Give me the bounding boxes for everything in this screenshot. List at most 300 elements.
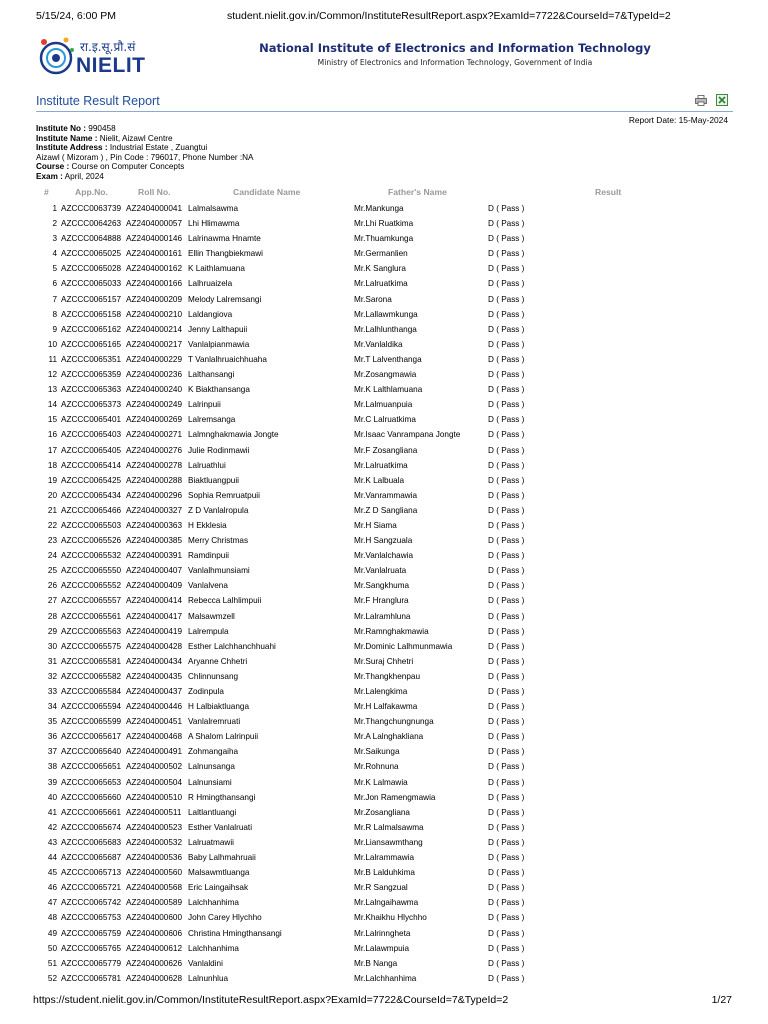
- result: D ( Pass ): [488, 868, 525, 878]
- result: D ( Pass ): [488, 928, 525, 938]
- app-no: AZCCC0065660: [61, 792, 122, 802]
- result: D ( Pass ): [488, 973, 525, 983]
- result: D ( Pass ): [488, 596, 525, 606]
- result: D ( Pass ): [488, 732, 525, 742]
- table-row: [0, 234, 768, 249]
- report-title: Institute Result Report: [36, 94, 160, 108]
- org-title: National Institute of Electronics and Information Technology: [259, 41, 651, 55]
- candidate-name: Ellin Thangbiekmawi: [188, 249, 263, 259]
- row-number: 16: [47, 430, 57, 440]
- row-number: 47: [47, 898, 57, 908]
- result: D ( Pass ): [488, 777, 525, 787]
- candidate-name: Lalmnghakmawia Jongte: [188, 430, 279, 440]
- org-subtitle: Ministry of Electronics and Information Technology, Government of India: [317, 58, 593, 67]
- father-name: Mr.H Sangzuala: [354, 536, 413, 546]
- candidate-name: Vanlalhmunsiami: [188, 566, 250, 576]
- result: D ( Pass ): [488, 656, 525, 666]
- father-name: Mr.Lalruatkima: [354, 279, 408, 289]
- result: D ( Pass ): [488, 807, 525, 817]
- candidate-name: Lalnunsiami: [188, 777, 232, 787]
- candidate-name: K Laithlamuana: [188, 264, 245, 274]
- institute-no-line: Institute No : 990458: [36, 124, 116, 133]
- app-no: AZCCC0065552: [61, 581, 122, 591]
- candidate-name: Lalremsanga: [188, 415, 236, 425]
- candidate-name: Zohmangaiha: [188, 747, 239, 757]
- father-name: Mr.Suraj Chhetri: [354, 656, 414, 666]
- report-date: Report Date: 15-May-2024: [628, 115, 728, 125]
- col-header-result: Result: [595, 187, 622, 197]
- father-name: Mr.H Siama: [354, 520, 397, 530]
- father-name: Mr.Lallawmkunga: [354, 309, 418, 319]
- roll-no: AZ2404000269: [126, 415, 182, 425]
- row-number: 35: [47, 717, 57, 727]
- app-no: AZCCC0065713: [61, 868, 122, 878]
- candidate-name: Lalrinpuii: [188, 400, 221, 410]
- result: D ( Pass ): [488, 430, 525, 440]
- candidate-name: Lalnunsanga: [188, 762, 235, 772]
- row-number: 38: [47, 762, 57, 772]
- browser-print-header: [0, 10, 768, 24]
- roll-no: AZ2404000409: [126, 581, 182, 591]
- table-row: [0, 566, 768, 581]
- roll-no: AZ2404000510: [126, 792, 182, 802]
- roll-no: AZ2404000276: [126, 445, 182, 455]
- father-name: Mr.Sarona: [354, 294, 392, 304]
- candidate-name: Vanlalremruati: [188, 717, 241, 727]
- result: D ( Pass ): [488, 505, 525, 515]
- result: D ( Pass ): [488, 687, 525, 696]
- roll-no: AZ2404000434: [126, 656, 182, 666]
- row-number: 23: [47, 536, 57, 546]
- table-row: [0, 385, 768, 400]
- table-row: [0, 747, 768, 762]
- app-no: AZCCC0065157: [61, 294, 122, 304]
- father-name: Mr.Rohnuna: [354, 762, 399, 772]
- result: D ( Pass ): [488, 370, 525, 380]
- row-number: 34: [47, 702, 57, 712]
- app-no: AZCCC0065581: [61, 656, 122, 666]
- roll-no: AZ2404000209: [126, 294, 182, 304]
- table-row: [0, 430, 768, 445]
- table-row: [0, 551, 768, 566]
- roll-no: AZ2404000236: [126, 370, 182, 380]
- row-number: 33: [47, 687, 57, 696]
- roll-no: AZ2404000446: [126, 702, 182, 712]
- father-name: Mr.A Lalnghakliana: [354, 732, 424, 742]
- row-number: 4: [52, 249, 57, 259]
- row-number: 6: [52, 279, 57, 289]
- row-number: 19: [47, 475, 57, 485]
- table-row: [0, 491, 768, 506]
- roll-no: AZ2404000536: [126, 853, 182, 863]
- candidate-name: Lalnunhlua: [188, 973, 229, 983]
- results-table-header: [0, 187, 768, 199]
- father-name: Mr.Vanlalruata: [354, 566, 407, 576]
- table-row: [0, 823, 768, 838]
- candidate-name: K Biakthansanga: [188, 385, 250, 395]
- table-row: [0, 657, 768, 672]
- table-row: [0, 325, 768, 340]
- roll-no: AZ2404000407: [126, 566, 182, 576]
- father-name: Mr.H Lalfakawma: [354, 702, 418, 712]
- candidate-name: Lalruathlui: [188, 460, 226, 470]
- row-number: 15: [47, 415, 57, 425]
- app-no: AZCCC0065779: [61, 958, 122, 968]
- candidate-name: Merry Christmas: [188, 536, 249, 546]
- col-header-father-name: Father's Name: [388, 187, 447, 197]
- candidate-name: Lalhruaizela: [188, 279, 233, 289]
- candidate-name: Christina Hmingthansangi: [188, 928, 282, 938]
- candidate-name: Julie Rodinmawii: [188, 445, 250, 455]
- result: D ( Pass ): [488, 354, 525, 364]
- app-no: AZCCC0065503: [61, 520, 122, 530]
- app-no: AZCCC0065162: [61, 324, 122, 334]
- row-number: 40: [47, 792, 57, 802]
- result: D ( Pass ): [488, 853, 525, 863]
- roll-no: AZ2404000560: [126, 868, 182, 878]
- father-name: Mr.Vanrammawia: [354, 490, 418, 500]
- father-name: Mr.Lalngaihawma: [354, 898, 419, 908]
- roll-no: AZ2404000041: [126, 204, 182, 213]
- app-no: AZCCC0065651: [61, 762, 122, 772]
- roll-no: AZ2404000288: [126, 475, 182, 485]
- table-row: [0, 762, 768, 777]
- father-name: Mr.Lhi Ruatkima: [354, 219, 414, 229]
- roll-no: AZ2404000214: [126, 324, 182, 334]
- candidate-name: Zodinpula: [188, 687, 224, 696]
- app-no: AZCCC0065351: [61, 354, 122, 364]
- table-row: [0, 883, 768, 898]
- father-name: Mr.Vanlaldika: [354, 339, 403, 349]
- row-number: 50: [47, 943, 57, 953]
- roll-no: AZ2404000589: [126, 898, 182, 908]
- result: D ( Pass ): [488, 536, 525, 546]
- father-name: Mr.R Lalmalsawma: [354, 822, 424, 832]
- app-no: AZCCC0065594: [61, 702, 122, 712]
- table-row: [0, 506, 768, 521]
- candidate-name: Lalruatmawii: [188, 837, 234, 847]
- father-name: Mr.Lalengkima: [354, 687, 408, 696]
- result: D ( Pass ): [488, 566, 525, 576]
- title-divider: [36, 111, 733, 112]
- candidate-name: Malsawmzell: [188, 611, 235, 621]
- result: D ( Pass ): [488, 883, 525, 893]
- table-row: [0, 581, 768, 596]
- result: D ( Pass ): [488, 445, 525, 455]
- row-number: 48: [47, 913, 57, 923]
- table-row: [0, 219, 768, 234]
- table-row: [0, 204, 768, 219]
- father-name: Mr.K Sanglura: [354, 264, 406, 274]
- app-no: AZCCC0065584: [61, 687, 122, 696]
- candidate-name: Melody Lalremsangi: [188, 294, 262, 304]
- father-name: Mr.Zosangliana: [354, 807, 410, 817]
- row-number: 21: [47, 505, 57, 515]
- print-icon[interactable]: [695, 95, 707, 106]
- row-number: 9: [52, 324, 57, 334]
- row-number: 30: [47, 641, 57, 651]
- table-row: [0, 944, 768, 959]
- app-no: AZCCC0065742: [61, 898, 122, 908]
- father-name: Mr.Ramnghakmawia: [354, 626, 429, 636]
- roll-no: AZ2404000628: [126, 973, 182, 983]
- table-row: [0, 838, 768, 853]
- row-number: 28: [47, 611, 57, 621]
- app-no: AZCCC0065661: [61, 807, 122, 817]
- row-number: 36: [47, 732, 57, 742]
- col-header-candidate-name: Candidate Name: [233, 187, 301, 197]
- roll-no: AZ2404000612: [126, 943, 182, 953]
- app-no: AZCCC0065363: [61, 385, 122, 395]
- app-no: AZCCC0065403: [61, 430, 122, 440]
- roll-no: AZ2404000428: [126, 641, 182, 651]
- result: D ( Pass ): [488, 324, 525, 334]
- result: D ( Pass ): [488, 837, 525, 847]
- father-name: Mr.T Lalventhanga: [354, 354, 422, 364]
- result: D ( Pass ): [488, 309, 525, 319]
- table-row: [0, 687, 768, 702]
- app-no: AZCCC0065575: [61, 641, 122, 651]
- father-name: Mr.Sangkhuma: [354, 581, 410, 591]
- row-number: 10: [47, 339, 57, 349]
- row-number: 27: [47, 596, 57, 606]
- roll-no: AZ2404000511: [126, 807, 182, 817]
- result: D ( Pass ): [488, 943, 525, 953]
- print-header-url: student.nielit.gov.in/Common/InstituteResultReport.aspx?ExamId=7722&CourseId=7&TypeId=2: [227, 10, 671, 22]
- father-name: Mr.K Lalmawia: [354, 777, 408, 787]
- father-name: Mr.Lalrammawia: [354, 853, 415, 863]
- app-no: AZCCC0065526: [61, 536, 122, 546]
- row-number: 14: [47, 400, 57, 410]
- father-name: Mr.Zosangmawia: [354, 370, 417, 380]
- candidate-name: Esther Vanlalruati: [188, 822, 253, 832]
- roll-no: AZ2404000419: [126, 626, 182, 636]
- father-name: Mr.B Nanga: [354, 958, 398, 968]
- candidate-name: Baby Lalhmahruaii: [188, 853, 256, 863]
- father-name: Mr.K Lalbuala: [354, 475, 405, 485]
- roll-no: AZ2404000626: [126, 958, 182, 968]
- roll-no: AZ2404000437: [126, 687, 182, 696]
- org-header: [210, 41, 700, 67]
- candidate-name: Laldangiova: [188, 309, 233, 319]
- table-row: [0, 355, 768, 370]
- roll-no: AZ2404000491: [126, 747, 182, 757]
- roll-no: AZ2404000600: [126, 913, 182, 923]
- row-number: 5: [52, 264, 57, 274]
- row-number: 29: [47, 626, 57, 636]
- roll-no: AZ2404000210: [126, 309, 182, 319]
- roll-no: AZ2404000468: [126, 732, 182, 742]
- candidate-name: Lalrempula: [188, 626, 229, 636]
- father-name: Mr.Lalchhanhima: [354, 973, 417, 983]
- row-number: 2: [52, 219, 57, 229]
- table-row: [0, 959, 768, 974]
- row-number: 13: [47, 385, 57, 395]
- result: D ( Pass ): [488, 400, 525, 410]
- row-number: 3: [52, 234, 57, 244]
- father-name: Mr.Jon Ramengmawia: [354, 792, 436, 802]
- result: D ( Pass ): [488, 294, 525, 304]
- table-row: [0, 642, 768, 657]
- app-no: AZCCC0064888: [61, 234, 122, 244]
- print-datetime: 5/15/24, 6:00 PM: [36, 10, 116, 22]
- candidate-name: Biaktluangpuii: [188, 475, 239, 485]
- father-name: Mr.Germanlien: [354, 249, 408, 259]
- row-number: 1: [52, 204, 57, 213]
- table-row: [0, 929, 768, 944]
- father-name: Mr.Thuamkunga: [354, 234, 414, 244]
- app-no: AZCCC0063739: [61, 204, 122, 213]
- result: D ( Pass ): [488, 913, 525, 923]
- app-no: AZCCC0065033: [61, 279, 122, 289]
- result: D ( Pass ): [488, 219, 525, 229]
- result: D ( Pass ): [488, 385, 525, 395]
- table-row: [0, 853, 768, 868]
- app-no: AZCCC0065653: [61, 777, 122, 787]
- result: D ( Pass ): [488, 611, 525, 621]
- father-name: Mr.C Lalruatkima: [354, 415, 416, 425]
- father-name: Mr.Lalrinngheta: [354, 928, 411, 938]
- app-no: AZCCC0065532: [61, 551, 122, 561]
- candidate-name: Ramdinpuii: [188, 551, 229, 561]
- result: D ( Pass ): [488, 641, 525, 651]
- table-row: [0, 249, 768, 264]
- roll-no: AZ2404000161: [126, 249, 182, 259]
- app-no: AZCCC0065165: [61, 339, 122, 349]
- table-row: [0, 702, 768, 717]
- row-number: 31: [47, 656, 57, 666]
- candidate-name: H Lalbiaktluanga: [188, 702, 249, 712]
- result: D ( Pass ): [488, 792, 525, 802]
- result: D ( Pass ): [488, 339, 525, 349]
- father-name: Mr.Mankunga: [354, 204, 404, 213]
- candidate-name: Lalchhanhima: [188, 943, 239, 953]
- roll-no: AZ2404000327: [126, 505, 182, 515]
- app-no: AZCCC0065550: [61, 566, 122, 576]
- app-no: AZCCC0065759: [61, 928, 122, 938]
- app-no: AZCCC0065781: [61, 973, 122, 983]
- father-name: Mr.K Lalthlamuana: [354, 385, 423, 395]
- row-number: 17: [47, 445, 57, 455]
- app-no: AZCCC0065561: [61, 611, 122, 621]
- logo-hindi-text: रा.इ.सू.प्रौ.सं: [80, 40, 136, 54]
- father-name: Mr.Saikunga: [354, 747, 400, 757]
- app-no: AZCCC0065373: [61, 400, 122, 410]
- institute-address-line-2: Aizawl ( Mizoram ) , Pin Code : 796017, Phone Number :NA: [36, 152, 254, 162]
- logo-text: NIELIT: [76, 54, 146, 77]
- app-no: AZCCC0065582: [61, 671, 122, 681]
- father-name: Mr.Thangchungnunga: [354, 717, 434, 727]
- result: D ( Pass ): [488, 249, 525, 259]
- result: D ( Pass ): [488, 581, 525, 591]
- app-no: AZCCC0065025: [61, 249, 122, 259]
- result: D ( Pass ): [488, 520, 525, 530]
- father-name: Mr.Lalramhluna: [354, 611, 411, 621]
- roll-no: AZ2404000391: [126, 551, 182, 561]
- app-no: AZCCC0065414: [61, 460, 122, 470]
- col-header-roll-no: Roll No.: [138, 187, 171, 197]
- institute-name-line: Institute Name : Nielit, Aizawl Centre: [36, 133, 173, 143]
- candidate-name: Malsawmtluanga: [188, 868, 250, 878]
- result: D ( Pass ): [488, 671, 525, 681]
- candidate-name: T Vanlalhruaichhuaha: [188, 354, 267, 364]
- app-no: AZCCC0065028: [61, 264, 122, 274]
- roll-no: AZ2404000385: [126, 536, 182, 546]
- father-name: Mr.F Hranglura: [354, 596, 409, 606]
- app-no: AZCCC0064263: [61, 219, 122, 229]
- roll-no: AZ2404000271: [126, 430, 182, 440]
- father-name: Mr.Dominic Lalhmunmawia: [354, 641, 453, 651]
- app-no: AZCCC0065401: [61, 415, 122, 425]
- father-name: Mr.R Sangzual: [354, 883, 408, 893]
- roll-no: AZ2404000240: [126, 385, 182, 395]
- father-name: Mr.Khaikhu Hlychho: [354, 913, 427, 923]
- table-row: [0, 536, 768, 551]
- table-row: [0, 898, 768, 913]
- app-no: AZCCC0065466: [61, 505, 122, 515]
- roll-no: AZ2404000249: [126, 400, 182, 410]
- table-row: [0, 370, 768, 385]
- table-row: [0, 461, 768, 476]
- candidate-name: Sophia Remruatpuii: [188, 490, 260, 500]
- row-number: 11: [48, 354, 57, 364]
- nielit-logo: [36, 34, 156, 80]
- excel-export-icon[interactable]: [716, 94, 728, 106]
- app-no: AZCCC0065425: [61, 475, 122, 485]
- row-number: 22: [47, 520, 57, 530]
- father-name: Mr.Lalmuanpuia: [354, 400, 413, 410]
- candidate-name: Chlinnunsang: [188, 671, 239, 681]
- table-row: [0, 310, 768, 325]
- candidate-name: Z D Vanlalropula: [188, 505, 249, 515]
- father-name: Mr.Lalhlunthanga: [354, 324, 417, 334]
- roll-no: AZ2404000568: [126, 883, 182, 893]
- app-no: AZCCC0065765: [61, 943, 122, 953]
- result: D ( Pass ): [488, 762, 525, 772]
- app-no: AZCCC0065687: [61, 853, 122, 863]
- roll-no: AZ2404000504: [126, 777, 182, 787]
- row-number: 51: [47, 958, 57, 968]
- candidate-name: A Shalom Lalrinpuii: [188, 732, 259, 742]
- result: D ( Pass ): [488, 415, 525, 425]
- row-number: 24: [47, 551, 57, 561]
- result: D ( Pass ): [488, 702, 525, 712]
- roll-no: AZ2404000414: [126, 596, 182, 606]
- app-no: AZCCC0065683: [61, 837, 122, 847]
- table-row: [0, 415, 768, 430]
- roll-no: AZ2404000451: [126, 717, 182, 727]
- table-row: [0, 340, 768, 355]
- roll-no: AZ2404000296: [126, 490, 182, 500]
- row-number: 52: [47, 973, 57, 983]
- roll-no: AZ2404000278: [126, 460, 182, 470]
- table-row: [0, 279, 768, 294]
- table-row: [0, 400, 768, 415]
- institute-address-line: Institute Address : Industrial Estate , Zuangtui: [36, 143, 208, 152]
- row-number: 25: [47, 566, 57, 576]
- course-line: Course : Course on Computer Concepts: [36, 162, 185, 171]
- candidate-name: Esther Lalchhanchhuahi: [188, 641, 276, 651]
- row-number: 26: [47, 581, 57, 591]
- row-number: 8: [52, 309, 57, 319]
- app-no: AZCCC0065158: [61, 309, 122, 319]
- row-number: 42: [47, 822, 57, 832]
- roll-no: AZ2404000417: [126, 611, 182, 621]
- table-row: [0, 868, 768, 883]
- app-no: AZCCC0065359: [61, 370, 122, 380]
- table-row: [0, 476, 768, 491]
- app-no: AZCCC0065557: [61, 596, 122, 606]
